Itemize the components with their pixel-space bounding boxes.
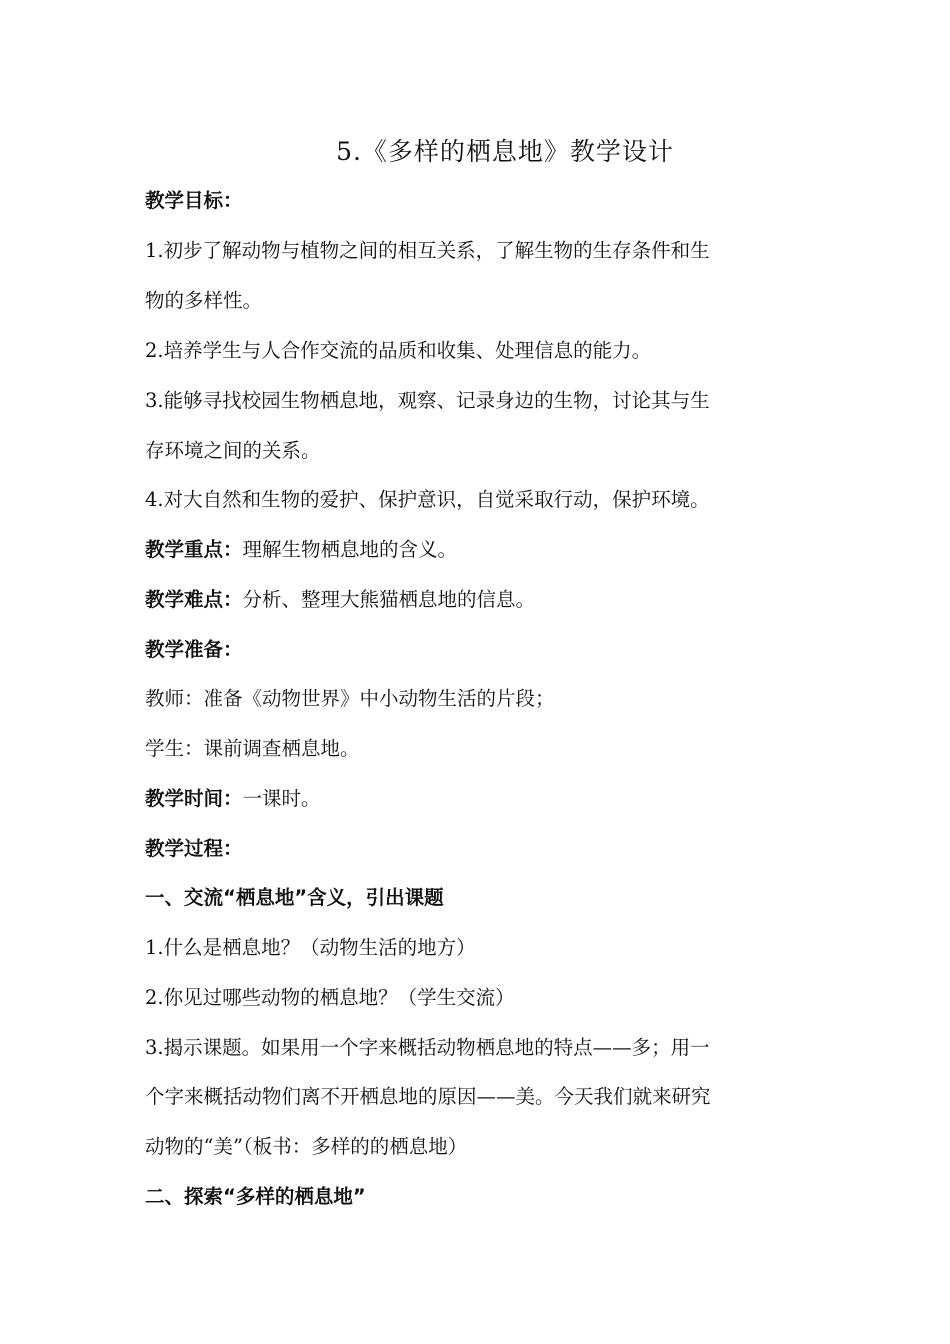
objectives-heading: 教学目标： [145, 189, 243, 212]
time-text: 一课时。 [242, 787, 321, 810]
preparation-line: 教师：准备《动物世界》中小动物生活的片段； [145, 687, 555, 710]
objective-line: 物的多样性。 [145, 289, 263, 312]
section1-heading: 一、交流“栖息地”含义，引出课题 [145, 886, 444, 909]
difficulty-label: 教学难点： [145, 588, 243, 611]
time-row [145, 784, 815, 814]
preparation-line: 学生：课前调查栖息地。 [145, 737, 360, 760]
difficulty-row [145, 585, 815, 615]
objective-line: 4.对大自然和生物的爱护、保护意识，自觉采取行动，保护环境。 [145, 488, 710, 511]
section1-line: 动物的“美”（板书：多样的的栖息地） [145, 1135, 468, 1158]
process-heading: 教学过程： [145, 837, 243, 860]
key-point-label: 教学重点： [145, 538, 243, 561]
objective-line: 2.培养学生与人合作交流的品质和收集、处理信息的能力。 [145, 339, 652, 362]
objective-line: 存环境之间的关系。 [145, 439, 321, 462]
key-point-text: 理解生物栖息地的含义。 [242, 538, 458, 561]
document-title: 5.《多样的栖息地》教学设计 [336, 137, 674, 166]
section1-line: 1.什么是栖息地？（动物生活的地方） [145, 936, 476, 959]
objective-line: 3.能够寻找校园生物栖息地，观察、记录身边的生物，讨论其与生 [145, 389, 710, 412]
objective-line: 1.初步了解动物与植物之间的相互关系，了解生物的生存条件和生 [145, 239, 710, 262]
section1-line: 个字来概括动物们离不开栖息地的原因——美。今天我们就来研究 [145, 1085, 711, 1108]
difficulty-text: 分析、整理大熊猫栖息地的信息。 [242, 588, 536, 611]
key-point-row [145, 535, 815, 565]
section2-heading: 二、探索“多样的栖息地” [145, 1185, 366, 1208]
section1-line: 2.你见过哪些动物的栖息地？（学生交流） [145, 986, 515, 1009]
time-label: 教学时间： [145, 787, 243, 810]
preparation-heading: 教学准备： [145, 638, 243, 661]
section1-line: 3.揭示课题。如果用一个字来概括动物栖息地的特点——多；用一 [145, 1036, 710, 1059]
